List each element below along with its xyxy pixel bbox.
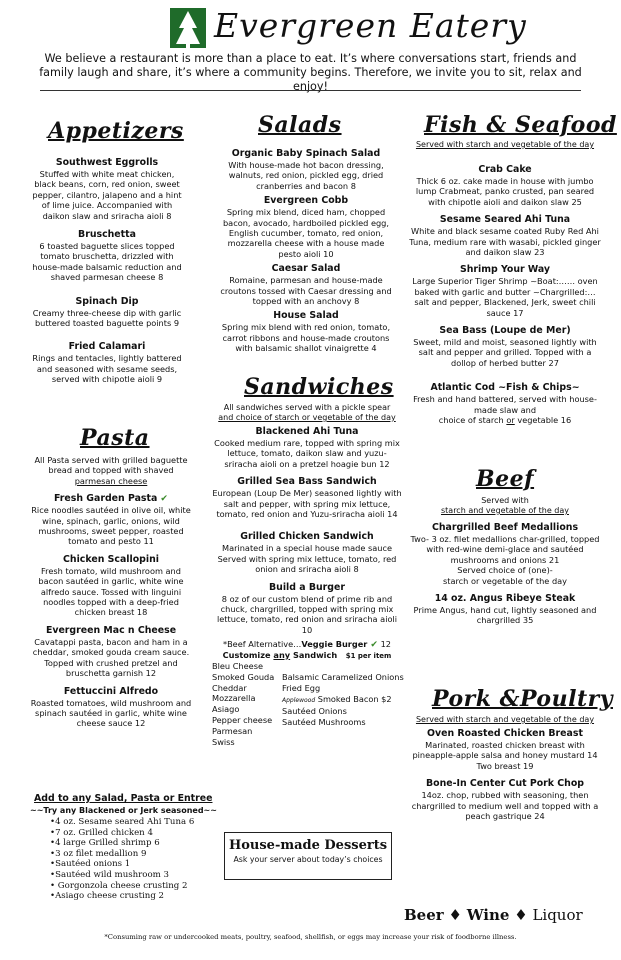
pasta-note-underlined: parmesan cheese (74, 475, 148, 486)
customize-option: Mozzarella (212, 693, 256, 704)
customize-option: Bleu Cheese (212, 661, 264, 671)
menu-item-name: Fresh Garden Pasta ✔ (54, 493, 168, 505)
menu-item-desc: Rice noodles sautéed in olive oil, white wine, spinach, garlic, onions, wild mushrooms, sweet pepper, roasted tomato and pesto 11 (31, 505, 191, 547)
addon-item: •4 large Grilled shrimp 6 (50, 838, 160, 849)
pasta-note: All Pasta served with grilled baguette bread and topped with shaved (34, 455, 188, 476)
customize-option: Balsamic Caramelized Onions (282, 672, 404, 682)
diamond-icon: ♦ (448, 906, 462, 924)
pork-poultry-title: Pork &Poultry (432, 686, 613, 712)
customize-option: Applewood Smoked Bacon $2 (282, 693, 392, 704)
wine-label: Wine (466, 906, 510, 924)
sandwiches-title: Sandwiches (244, 374, 394, 400)
customize-option: Parmesan (212, 725, 253, 736)
menu-item-name: Atlantic Cod ~Fish & Chips~ (430, 382, 580, 394)
menu-item-name: Sea Bass (Loupe de Mer) (439, 325, 571, 337)
menu-item-desc: 6 toasted baguette slices topped tomato bruschetta, drizzled with house-made balsamic reduction and shaved parmesan cheese 8 (32, 241, 182, 283)
customize-option: Sautéed Onions (282, 706, 347, 717)
menu-item-name: Grilled Chicken Sandwich (240, 531, 374, 543)
menu-item-desc: Marinated, roasted chicken breast with pineapple-apple salsa and honey mustard 14 (412, 740, 598, 761)
addon-item: • Gorgonzola cheese crusting 2 (50, 880, 188, 891)
menu-item-desc: Spring mix blend with red onion, tomato, carrot ribbons and house-made croutons with balsamic shallot vinaigrette 4 (221, 322, 391, 354)
menu-item-desc: Two breast 19 (476, 760, 534, 771)
diamond-icon: ♦ (514, 906, 528, 924)
fish-section (408, 140, 602, 426)
addon-item: •7 oz. Grilled chicken 4 (50, 827, 153, 838)
desserts-title: House-made Desserts (228, 838, 388, 853)
veggie-burger-line: *Beef Alternative…Veggie Burger ✔ 12 (222, 639, 392, 651)
liquor-label: Liquor (532, 906, 583, 924)
customize-option: Fried Egg (282, 682, 321, 693)
menu-item-name: Organic Baby Spinach Salad (231, 148, 381, 159)
menu-item-desc: starch or vegetable of the day (443, 575, 567, 586)
customize-cheeses (212, 661, 274, 747)
addons-subtitle: ~~Try any Blackened or Jerk seasoned~~ (30, 806, 217, 815)
beef-note: Served with (481, 496, 529, 505)
customize-option: Smoked Gouda (212, 671, 275, 682)
beef-title: Beef (476, 466, 535, 492)
vegetarian-leaf-icon: ✔ (367, 640, 378, 651)
customize-title: Customize any Sandwich $1 per item (222, 650, 392, 660)
menu-item-desc: 14oz. chop, rubbed with seasoning, then chargrilled to medium well and topped with a peach gastrique 24 (411, 790, 599, 822)
menu-item-desc: Two- 3 oz. filet medallions char-grilled, topped with red-wine demi-glace and sautéed mushrooms and onions 21 (410, 534, 600, 565)
food-safety-disclaimer: *Consuming raw or undercooked meats, poultry, seafood, shellfish, or eggs may increase your risk of foodborne illness. (104, 933, 517, 941)
menu-item-name: Spinach Dip (75, 295, 139, 307)
customize-option: Swiss (212, 736, 235, 747)
customize-option: Asiago (212, 704, 240, 715)
menu-item-name: Bone-In Center Cut Pork Chop (425, 778, 584, 790)
addon-item: •3 oz filet medallion 9 (50, 848, 147, 859)
menu-item-desc: Roasted tomatoes, wild mushroom and spinach sautéed in garlic, white wine cheese sauce 12 (30, 697, 192, 729)
intro-text: We believe a restaurant is more than a place to eat. It’s where conversations start, friends and family laugh and share, it’s where a community begins. Therefore, we invite you to sit, relax and enjoy! (39, 52, 582, 93)
menu-item-name: Sesame Seared Ahi Tuna (439, 214, 571, 226)
fish-title: Fish & Seafood (424, 112, 617, 138)
menu-item-desc: Romaine, parmesan and house-made croutons tossed with Caesar dressing and topped with an anchovy 8 (220, 275, 392, 307)
fish-note: Served with starch and vegetable of the day (415, 140, 595, 149)
header-divider (40, 90, 581, 91)
menu-item-desc: choice of starch or vegetable 16 (438, 415, 572, 426)
sandwiches-section (212, 403, 402, 651)
desserts-box (224, 832, 392, 880)
menu-item-name: Blackened Ahi Tuna (255, 426, 359, 437)
drinks-line (404, 906, 583, 924)
pork-poultry-section (408, 715, 602, 821)
pasta-title: Pasta (80, 425, 150, 451)
menu-item-desc: Creamy three-cheese dip with garlic buttered toasted baguette points 9 (32, 307, 182, 329)
menu-item-desc: Cooked medium rare, topped with spring mix lettuce, tomato, daikon slaw and yuzu-sriracha aioli on a pretzel hoagie bun 12 (214, 438, 400, 469)
menu-item-desc: 8 oz of our custom blend of prime rib and chuck, chargrilled, topped with spring mix lettuce, tomato, red onion and sriracha aioli 10 (216, 593, 398, 635)
menu-item-desc: Fresh tomato, wild mushroom and bacon sautéed in garlic, white wine alfredo sauce. Tossed with linguini noodles topped with a deep-fried chicken breast 18 (38, 565, 184, 618)
menu-item-desc: With house-made hot bacon dressing, walnuts, red onion, pickled egg, dried cranberries and bacon 8 (228, 160, 384, 191)
menu-item-name: Shrimp Your Way (459, 264, 551, 276)
menu-item-name: Bruschetta (78, 229, 136, 241)
menu-item-name: House Salad (273, 310, 339, 322)
menu-item-desc: Prime Angus, hand cut, lightly seasoned and chargrilled 35 (413, 605, 597, 626)
sandwiches-note-underlined: and choice of starch or vegetable of the day (218, 413, 396, 422)
menu-item-name: Grilled Sea Bass Sandwich (237, 476, 377, 488)
addons-section (30, 793, 217, 902)
customize-option: Sautéed Mushrooms (282, 717, 366, 728)
menu-item-name: Crab Cake (478, 164, 532, 175)
menu-item-name: Fettuccini Alfredo (63, 685, 159, 697)
menu-item-name: Build a Burger (269, 581, 345, 593)
appetizers-title: Appetizers (48, 118, 184, 144)
menu-item-name: Oven Roasted Chicken Breast (427, 728, 583, 739)
evergreen-tree-logo (170, 8, 206, 48)
menu-item-desc: Large Superior Tiger Shrimp ~Boat:…… oven baked with garlic and butter ~Chargrilled:…salt and pepper, Blackened, Jerk, sweet chili sauce 17 (412, 276, 598, 318)
customize-option: Pepper cheese (212, 714, 273, 725)
menu-item-desc: White and black sesame coated Ruby Red Ahi Tuna, medium rare with wasabi, pickled ginger and daikon slaw 23 (409, 226, 601, 258)
customize-toppings (282, 672, 404, 728)
beef-section (408, 496, 602, 626)
customize-option: Cheddar (212, 682, 247, 693)
beef-note-underlined: starch and vegetable of the day (440, 506, 570, 515)
menu-item-desc: Thick 6 oz. cake made in house with jumbo lump Crabmeat, panko crusted, pan seared with chipotle aioli and daikon slaw 25 (415, 176, 595, 207)
menu-item-name: 14 oz. Angus Ribeye Steak (434, 593, 576, 605)
appetizers-section (28, 150, 186, 385)
menu-item-desc: Spring mix blend, diced ham, chopped bacon, avocado, hardboiled pickled egg, English cucumber, tomato, red onion, mozzarella cheese with a house made pesto aioli 10 (222, 207, 389, 259)
menu-item-name: Chicken Scallopini (63, 553, 159, 565)
addon-item: •Sautéed wild mushroom 3 (50, 869, 169, 880)
beer-label: Beer (404, 906, 444, 924)
salads-title: Salads (258, 112, 342, 138)
menu-item-desc: Cavatappi pasta, bacon and ham in a cheddar, smoked gouda cream sauce. Topped with crushed pretzel and bruschetta garnish 12 (32, 636, 190, 679)
addon-item: •4 oz. Sesame seared Ahi Tuna 6 (50, 817, 195, 827)
desserts-note: Ask your server about today’s choices (233, 855, 383, 864)
sandwiches-note: All sandwiches served with a pickle spear (223, 403, 391, 412)
menu-item-name: Chargrilled Beef Medallions (431, 522, 579, 533)
menu-item-desc: Served choice of (one)- (457, 565, 553, 576)
menu-item-desc: Fresh and hand battered, served with house-made slaw and (413, 394, 597, 415)
addons-title: Add to any Salad, Pasta or Entree (34, 793, 213, 804)
menu-item-desc: Sweet, mild and moist, seasoned lightly with salt and pepper and grilled. Topped with a dollop of herbed butter 27 (413, 337, 597, 368)
menu-item-name: Caesar Salad (271, 263, 341, 275)
pork-note: Served with starch and vegetable of the day (415, 715, 595, 724)
menu-item-name: Evergreen Cobb (263, 195, 349, 207)
menu-item-desc: Rings and tentacles, lightly battered and seasoned with sesame seeds, served with chipotle aioli 9 (32, 353, 182, 385)
addon-item: •Sautéed onions 1 (50, 859, 131, 870)
salads-section (218, 141, 394, 354)
menu-item-desc: Stuffed with white meat chicken, black beans, corn, red onion, sweet pepper, cilantro, jalapeno and a hint of lime juice. Accompanied with daikon slaw and sriracha aioli 8 (32, 169, 182, 221)
restaurant-name: Evergreen Eatery (214, 6, 527, 45)
menu-item-name: Evergreen Mac n Cheese (45, 624, 177, 636)
addon-item: •Asiago cheese crusting 2 (50, 891, 165, 902)
menu-item-desc: European (Loup De Mer) seasoned lightly with salt and pepper, with spring mix lettuce, tomato, red onion and Yuzu-sriracha aioli 14 (212, 488, 402, 520)
vegetarian-leaf-icon: ✔ (157, 494, 168, 505)
menu-item-name: Southwest Eggrolls (55, 157, 159, 168)
pasta-section (30, 455, 192, 729)
menu-item-name: Fried Calamari (68, 341, 146, 353)
menu-item-desc: Marinated in a special house made sauce Served with spring mix lettuce, tomato, red onion and sriracha aioli 8 (217, 543, 397, 575)
